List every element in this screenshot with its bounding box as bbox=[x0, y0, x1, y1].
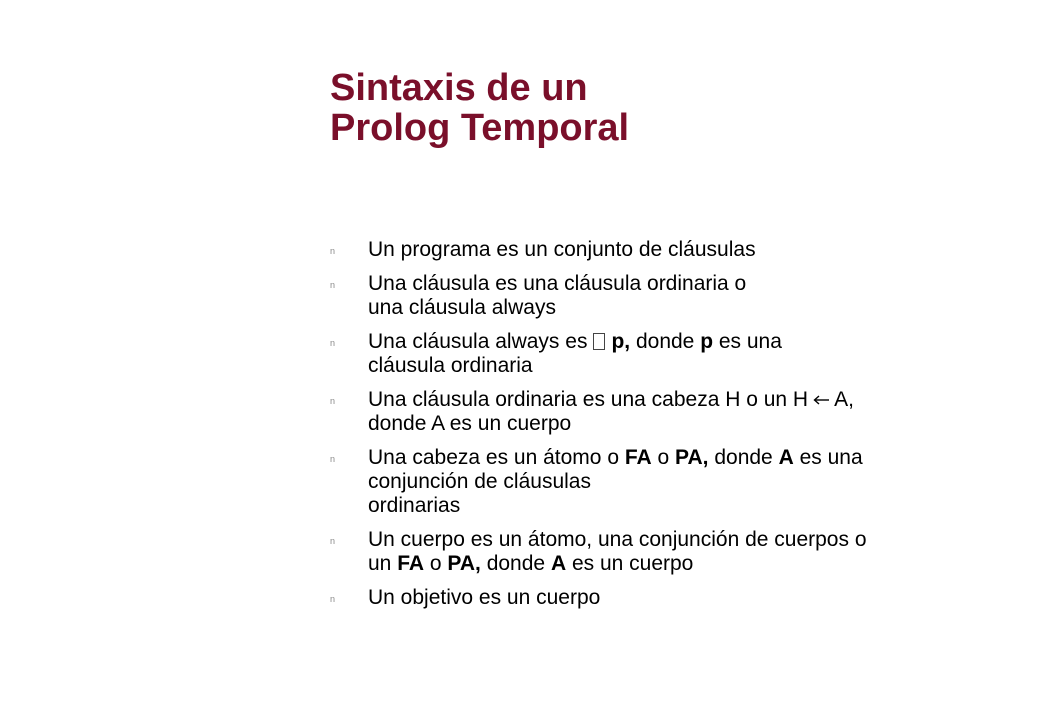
bullet-item-ordinaria bbox=[330, 388, 1020, 436]
bullet-list bbox=[330, 238, 1020, 620]
bullet-item-cabeza bbox=[330, 446, 1020, 518]
bullet-text: Un cuerpo es un átomo, una conjunción de cuerpos o bbox=[368, 528, 867, 551]
text-segment: donde bbox=[480, 552, 551, 575]
text-segment: donde bbox=[630, 330, 701, 353]
box-glyph-icon bbox=[593, 333, 605, 350]
text-segment: donde bbox=[708, 446, 779, 469]
bullet-item-objetivo bbox=[330, 586, 1020, 610]
bullet-text: cláusula ordinaria bbox=[368, 354, 533, 377]
bullet-text: Un objetivo es un cuerpo bbox=[368, 586, 601, 609]
bold-term: PA, bbox=[447, 552, 481, 575]
bullet-item-clausula bbox=[330, 272, 1020, 320]
bullet-text: conjunción de cláusulas bbox=[368, 470, 591, 493]
bullet-text-line bbox=[368, 552, 1020, 576]
bullet-marker: n bbox=[330, 594, 336, 604]
bullet-text: Una cláusula es una cláusula ordinaria o bbox=[368, 272, 747, 295]
bullet-item-programa bbox=[330, 238, 1020, 262]
bullet-text-line bbox=[368, 446, 1020, 470]
bullet-item-cuerpo bbox=[330, 528, 1020, 576]
text-segment: o bbox=[651, 446, 676, 469]
text-segment: es un cuerpo bbox=[566, 552, 694, 575]
slide-title bbox=[330, 68, 629, 148]
text-segment: Una cabeza es un átomo o bbox=[368, 446, 625, 469]
bold-term: A bbox=[778, 446, 794, 469]
bullet-item-always bbox=[330, 330, 1020, 378]
bullet-text: una cláusula always bbox=[368, 296, 556, 319]
text-segment: Una cláusula ordinaria es una cabeza H o un H bbox=[368, 388, 809, 411]
left-arrow-icon bbox=[812, 388, 830, 412]
slide-title-line-2: Prolog Temporal bbox=[330, 107, 630, 149]
bullet-marker: n bbox=[330, 536, 336, 546]
text-segment: es una bbox=[713, 330, 782, 353]
bold-term: p, bbox=[611, 330, 631, 353]
bullet-text-line bbox=[368, 388, 1020, 412]
text-segment: A, bbox=[834, 388, 854, 411]
bullet-text: donde A es un cuerpo bbox=[368, 412, 572, 435]
bullet-marker: n bbox=[330, 454, 336, 464]
bullet-marker: n bbox=[330, 396, 336, 406]
text-segment: o bbox=[424, 552, 448, 575]
bullet-marker: n bbox=[330, 246, 336, 256]
bullet-marker: n bbox=[330, 280, 336, 290]
slide-title-line-1: Sintaxis de un bbox=[330, 67, 588, 109]
bullet-text: Un programa es un conjunto de cláusulas bbox=[368, 238, 756, 261]
text-segment: es una bbox=[793, 446, 863, 469]
bullet-marker: n bbox=[330, 338, 336, 348]
bullet-text-line bbox=[368, 330, 1020, 354]
bold-term: PA, bbox=[675, 446, 709, 469]
bold-term: p bbox=[700, 330, 714, 353]
text-segment: Una cláusula always es bbox=[368, 330, 588, 353]
bold-term: FA bbox=[624, 446, 652, 469]
text-segment: un bbox=[368, 552, 398, 575]
bold-term: A bbox=[550, 552, 567, 575]
bold-term: FA bbox=[397, 552, 425, 575]
bullet-text: ordinarias bbox=[368, 494, 461, 517]
